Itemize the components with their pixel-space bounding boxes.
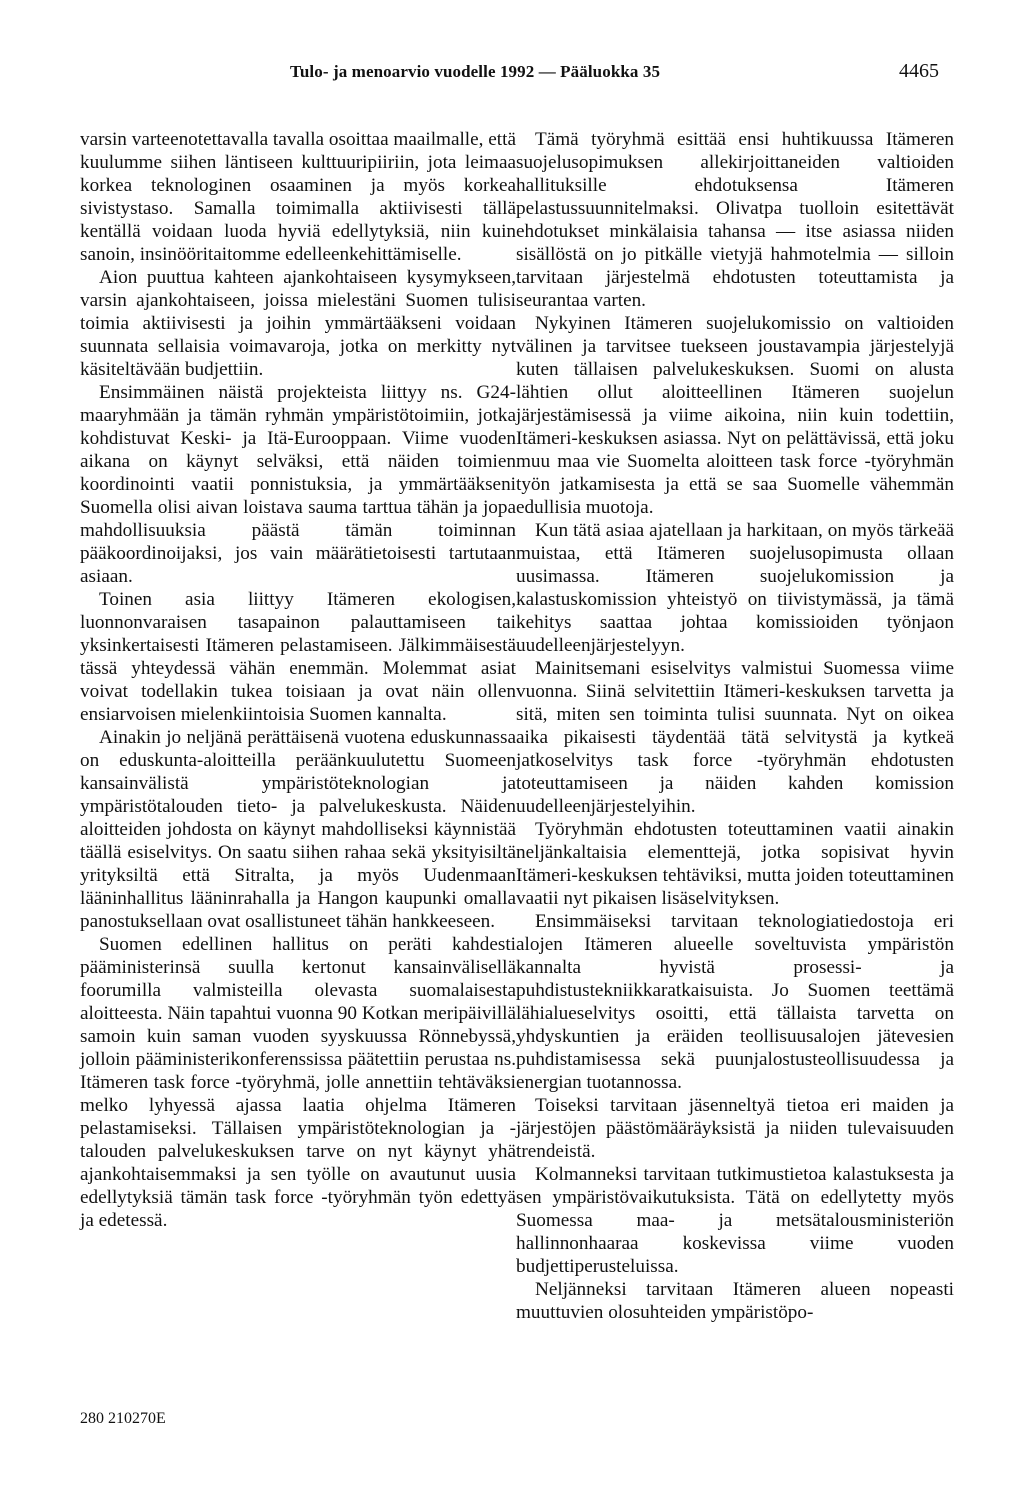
paragraph: varsin varteenotettavalla tavalla osoittaa maailmalle, että kuulumme siihen läntiseen kulttuuripiiriin, jota leimaa korkea teknologinen osaaminen ja myös korkea sivistystaso. Samalla toimimalla aktiivisesti tällä kentällä voidaan luoda hyviä edellytyksiä, niin kuin sanoin, insinööritaitomme edelleenkehittämiselle. — [80, 129, 516, 265]
right-column — [516, 128, 954, 1324]
page-header — [0, 58, 1024, 88]
paragraph: Tämä työryhmä esittää ensi huhtikuussa Itämeren suojelusopimuksen allekirjoittaneiden valtioiden hallituksille ehdotuksensa Itämeren pelastussuunnitelmaksi. Olivatpa tuolloin esitettävät ehdotukset minkälaisia tahansa — itse asiassa niiden sisällöstä on jo pitkälle vietyjä hahmotelmia — silloin tarvitaan järjestelmä ehdotusten toteuttamista ja seurantaa varten. — [516, 129, 954, 311]
paragraph: Kun tätä asiaa ajatellaan ja harkitaan, on myös tärkeää muistaa, että Itämeren suojelusopimusta ollaan uusimassa. Itämeren suojelukomission ja kalastuskomission yhteistyö on tiivistymässä, ja tämä kehitys saattaa johtaa komissioiden työnjaon uudelleenjärjestelyyn. — [516, 520, 954, 656]
paragraph: Työryhmän ehdotusten toteuttaminen vaatii ainakin neljänkaltaisia elementtejä, jotka sopisivat hyvin Itämeri-keskuksen tehtäviksi, mutta joiden toteuttaminen vaatii nyt pikaisen lisäselvityksen. — [516, 819, 954, 909]
paragraph: Toinen asia liittyy Itämeren ekologisen, luonnonvaraisen tasapainon palauttamiseen tai yksinkertaisesti Itämeren pelastamiseen. Jälkimmäisestä tässä yhteydessä vähän enemmän. Molemmat asiat voivat todellakin tukea toisiaan ja ovat näin ollen ensiarvoisen mielenkiintoisia Suomen kannalta. — [80, 589, 516, 725]
paragraph: Ensimmäiseksi tarvitaan teknologiatiedostoja eri alojen Itämeren alueelle soveltuvista ympäristön kannalta hyvistä prosessi- ja puhdistustekniikkaratkaisuista. Jo Suomen teettämä lähialueselvitys osoitti, että tällaista tarvetta on yhdyskuntien ja eräiden teollisuusalojen jätevesien puhdistamisessa sekä puunjalostusteollisuudessa ja energian tuotannossa. — [516, 911, 954, 1093]
page-number: 4465 — [899, 60, 939, 82]
left-column — [80, 128, 516, 1232]
paragraph: Aion puuttua kahteen ajankohtaiseen kysymykseen, varsin ajankohtaiseen, joissa mielestäni Suomen tulisi toimia aktiivisesti ja joihin ymmärtääkseni voidaan suunnata sellaisia voimavaroja, jotka on merkitty nyt käsiteltävään budjettiin. — [80, 267, 516, 380]
printer-code: 280 210270E — [80, 1410, 166, 1427]
running-head: Tulo- ja menoarvio vuodelle 1992 — Pääluokka 35 — [290, 62, 661, 81]
paragraph: Neljänneksi tarvitaan Itämeren alueen nopeasti muuttuvien olosuhteiden ympäristöpo- — [516, 1279, 954, 1323]
paragraph: Ensimmäinen näistä projekteista liittyy ns. G24-maaryhmään ja tämän ryhmän ympäristötoimiin, jotka kohdistuvat Keski- ja Itä-Eurooppaan. Viime vuoden aikana on käynyt selväksi, että näiden toimien koordinointi vaatii ponnistuksia, ja ymmärtääkseni Suomella olisi aivan loistava sauma tarttua tähän ja jopa mahdollisuuksia päästä tämän toiminnan pääkoordinoijaksi, jos vain määrätietoisesti tartutaan asiaan. — [80, 382, 516, 587]
paragraph: Ainakin jo neljänä perättäisenä vuotena eduskunnassa on eduskunta-aloitteilla peräänkuulutettu Suomeen kansainvälistä ympäristöteknologian ja ympäristötalouden tieto- ja palvelukeskusta. Näiden aloitteiden johdosta on käynyt mahdolliseksi käynnistää täällä esiselvitys. On saatu siihen rahaa sekä yksityisiltä yrityksiltä että Sitralta, ja myös Uudenmaan lääninhallitus lääninrahalla ja Hangon kaupunki omalla panostuksellaan ovat osallistuneet tähän hankkeeseen. — [80, 727, 516, 932]
paragraph: Nykyinen Itämeren suojelukomissio on valtioiden välinen ja tarvitsee tuekseen joustavampia järjestelyjä kuten tällaisen palvelukeskuksen. Suomi on alusta lähtien ollut aloitteellinen Itämeren suojelun järjestämisessä ja viime aikoina, niin kuin todettiin, Itämeri-keskuksen asiassa. Nyt on pelättävissä, että joku muu maa vie Suomelta aloitteen task force -työryhmän työn jatkamisesta ja että se saa Suomelle vähemmän edullisia muotoja. — [516, 313, 954, 518]
paragraph: Toiseksi tarvitaan jäsenneltyä tietoa eri maiden ja järjestöjen päästömääräyksistä ja niiden tulevaisuuden trendeistä. — [516, 1095, 954, 1162]
paragraph: Suomen edellinen hallitus on peräti kahdesti pääministerinsä suulla kertonut kansainvälisellä foorumilla valmisteilla olevasta suomalaisesta aloitteesta. Näin tapahtui vuonna 90 Kotkan meripäivillä samoin kuin saman vuoden syyskuussa Rönnebyssä, jolloin pääministerikonferenssissa päätettiin perustaa ns. Itämeren task force -työryhmä, jolle annettiin tehtäväksi melko lyhyessä ajassa laatia ohjelma Itämeren pelastamiseksi. Tällaisen ympäristöteknologian ja -talouden palvelukeskuksen tarve on nyt käynyt yhä ajankohtaisemmaksi ja sen työlle on avautunut uusia edellytyksiä tämän task force -työryhmän työn edettyä ja edetessä. — [80, 934, 516, 1231]
paragraph: Kolmanneksi tarvitaan tutkimustietoa kalastuksesta ja sen ympäristövaikutuksista. Tätä on edellytetty myös Suomessa maa- ja metsätalousministeriön hallinnonhaaraa koskevissa viime vuoden budjettiperusteluissa. — [516, 1164, 954, 1277]
paragraph: Mainitsemani esiselvitys valmistui Suomessa viime vuonna. Siinä selvitettiin Itämeri-keskuksen tarvetta ja sitä, miten sen toiminta tulisi suunnata. Nyt on oikea aika pikaisesti täydentää tätä selvitystä ja kytkeä jatkoselvitys task force -työryhmän ehdotusten toteuttamiseen ja näiden kahden komission uudelleenjärjestelyihin. — [516, 658, 954, 817]
